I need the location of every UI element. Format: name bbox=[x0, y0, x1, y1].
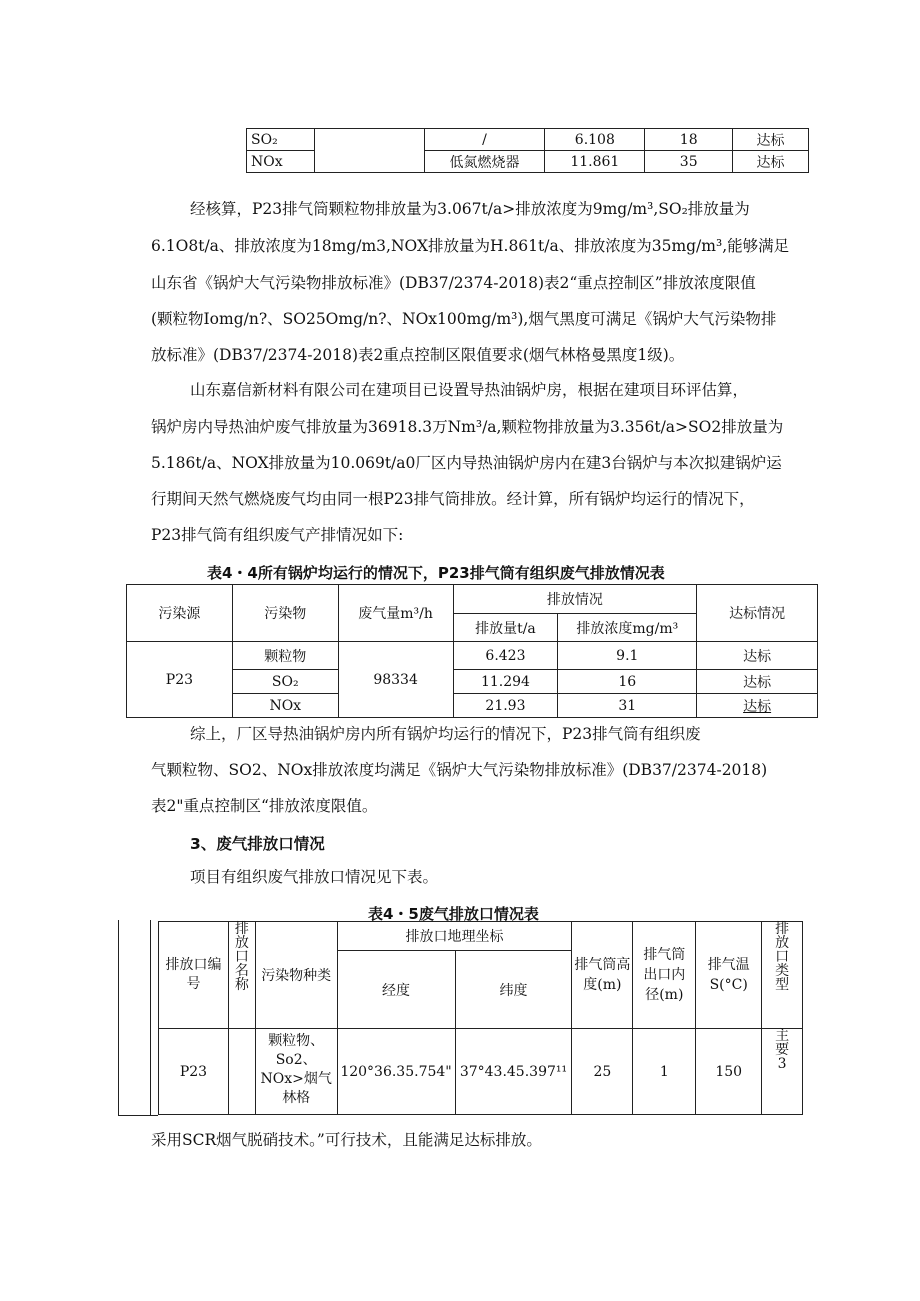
lon-cell: 120°36.35.754" bbox=[337, 1029, 455, 1115]
para3-line: 表2"重点控制区“排放浓度限值。 bbox=[151, 797, 378, 815]
measure-cell: / bbox=[424, 129, 545, 151]
measure-cell: 低氮燃烧器 bbox=[424, 151, 545, 173]
diameter-cell: 1 bbox=[633, 1029, 696, 1115]
pollutant-line: So2、 bbox=[275, 1052, 317, 1068]
para3-line: 气颗粒物、SO2、NOx排放浓度均满足《锅炉大气污染物排放标准》(DB37/2374-2018) bbox=[151, 761, 768, 779]
header-temp-label: 排气温S(°C) bbox=[707, 957, 750, 993]
header-status: 达标情况 bbox=[697, 585, 818, 642]
header-pollutant-type: 污染物种类 bbox=[255, 922, 337, 1029]
table-row bbox=[159, 1029, 803, 1115]
temp-cell: 150 bbox=[696, 1029, 762, 1115]
header-type bbox=[762, 922, 803, 1029]
margin-rule bbox=[118, 920, 119, 1115]
outlet-no-cell: P23 bbox=[159, 1029, 229, 1115]
type-cell bbox=[762, 1029, 803, 1115]
pollutant-cell: NOx bbox=[247, 151, 315, 173]
para2-line: P23排气筒有组织废气产排情况如下: bbox=[151, 526, 404, 544]
status-cell: 达标 bbox=[733, 129, 809, 151]
conc-cell: 35 bbox=[645, 151, 733, 173]
conc-cell: 31 bbox=[558, 694, 697, 718]
table-header-row bbox=[159, 922, 803, 951]
header-type-label: 排放口类型 bbox=[775, 921, 790, 993]
header-coords: 排放口地理坐标 bbox=[337, 922, 572, 951]
header-conc: 排放浓度mg/m³ bbox=[558, 614, 697, 642]
para2-line: 行期间天然气燃烧废气均由同一根P23排气筒排放。经计算，所有锅炉均运行的情况下， bbox=[151, 490, 755, 508]
pollutant-cell: 颗粒物 bbox=[232, 642, 338, 670]
margin-rule bbox=[118, 1115, 158, 1116]
para1-line: 山东省《锅炉大气污染物排放标准》(DB37/2374-2018)表2“重点控制区”排放浓度限值 bbox=[151, 274, 756, 292]
status-cell: 达标 bbox=[697, 642, 818, 670]
amount-cell: 11.861 bbox=[545, 151, 645, 173]
header-height-label: 排气筒高度(m) bbox=[574, 957, 631, 993]
header-diameter bbox=[633, 922, 696, 1029]
pollutant-cell: NOx bbox=[232, 694, 338, 718]
header-amount: 排放量t/a bbox=[453, 614, 558, 642]
pollutant-cell: SO₂ bbox=[247, 129, 315, 151]
pollutant-type-cell bbox=[255, 1029, 337, 1115]
header-lat: 纬度 bbox=[455, 951, 572, 1029]
para2-line: 山东嘉信新材料有限公司在建项目已设置导热油锅炉房，根据在建项目环评估算， bbox=[190, 381, 749, 399]
para2-line: 5.186t/a、NOX排放量为10.069t/a0厂区内导热油锅炉房内在建3台锅炉与本次拟建锅炉运 bbox=[151, 454, 782, 472]
conc-cell: 16 bbox=[558, 670, 697, 694]
empty-cell bbox=[314, 129, 424, 173]
para1-line: (颗粒物Iomg/n?、SO25Omg/n?、NOx100mg/m³),烟气黑度可满足《锅炉大气污染物排 bbox=[151, 310, 777, 328]
table45-caption: 表4・5废气排放口情况表 bbox=[368, 905, 539, 923]
status-cell: 达标 bbox=[697, 694, 818, 718]
pollutant-line: 林格 bbox=[282, 1090, 311, 1106]
para4: 项目有组织废气排放口情况见下表。 bbox=[190, 868, 439, 886]
header-diameter-label: 排气筒出口内径(m) bbox=[643, 947, 686, 1003]
amount-cell: 21.93 bbox=[453, 694, 558, 718]
top-emission-table bbox=[246, 128, 809, 173]
amount-cell: 6.108 bbox=[545, 129, 645, 151]
status-cell: 达标 bbox=[697, 670, 818, 694]
header-outlet-no-label: 排放口编号 bbox=[165, 957, 222, 992]
para1-line: 6.1O8t/a、排放浓度为18mg/m3,NOX排放量为H.861t/a、排放浓度为35mg/m³,能够满足 bbox=[151, 237, 790, 255]
amount-cell: 11.294 bbox=[453, 670, 558, 694]
para3-line: 综上，厂区导热油锅炉房内所有锅炉均运行的情况下，P23排气筒有组织废 bbox=[190, 725, 701, 743]
para2-line: 锅炉房内导热油炉废气排放量为36918.3万Nm³/a,颗粒物排放量为3.356t/a>SO2排放量为 bbox=[151, 418, 784, 436]
header-pollutant: 污染物 bbox=[232, 585, 338, 642]
table-row bbox=[127, 642, 818, 670]
lat-cell: 37°43.45.397¹¹ bbox=[455, 1029, 572, 1115]
header-height bbox=[572, 922, 633, 1029]
header-gas-volume: 废气量m³/h bbox=[338, 585, 453, 642]
type-cell-label: 主要3 bbox=[775, 1028, 790, 1072]
header-temp bbox=[696, 922, 762, 1029]
height-cell: 25 bbox=[572, 1029, 633, 1115]
para1-line: 放标准》(DB37/2374-2018)表2重点控制区限值要求(烟气林格曼黑度1级)。 bbox=[151, 346, 685, 364]
table44 bbox=[126, 584, 818, 718]
outlet-name-cell bbox=[228, 1029, 255, 1115]
header-outlet-name bbox=[228, 922, 255, 1029]
margin-rule bbox=[150, 920, 151, 1115]
table-header-row bbox=[127, 585, 818, 614]
source-cell: P23 bbox=[127, 642, 233, 718]
para1-line: 经核算，P23排气筒颗粒物排放量为3.067t/a>排放浓度为9mg/m³,SO₂排放量为 bbox=[190, 200, 750, 218]
pollutant-line: 颗粒物、 bbox=[268, 1033, 325, 1049]
gas-volume-cell: 98334 bbox=[338, 642, 453, 718]
conc-cell: 18 bbox=[645, 129, 733, 151]
header-source: 污染源 bbox=[127, 585, 233, 642]
table45 bbox=[158, 921, 803, 1115]
pollutant-cell: SO₂ bbox=[232, 670, 338, 694]
status-cell: 达标 bbox=[733, 151, 809, 173]
header-emission: 排放情况 bbox=[453, 585, 697, 614]
amount-cell: 6.423 bbox=[453, 642, 558, 670]
header-outlet-name-label: 排放口名称 bbox=[234, 921, 249, 993]
pollutant-line: NOx>烟气 bbox=[260, 1071, 332, 1087]
header-lon: 经度 bbox=[337, 951, 455, 1029]
conc-cell: 9.1 bbox=[558, 642, 697, 670]
section-heading: 3、废气排放口情况 bbox=[190, 835, 325, 853]
table44-caption: 表4・4所有锅炉均运行的情况下，P23排气筒有组织废气排放情况表 bbox=[207, 564, 665, 582]
para5: 采用SCR烟气脱硝技术。”可行技术，且能满足达标排放。 bbox=[151, 1131, 542, 1149]
table-row bbox=[247, 129, 809, 151]
header-outlet-no bbox=[159, 922, 229, 1029]
